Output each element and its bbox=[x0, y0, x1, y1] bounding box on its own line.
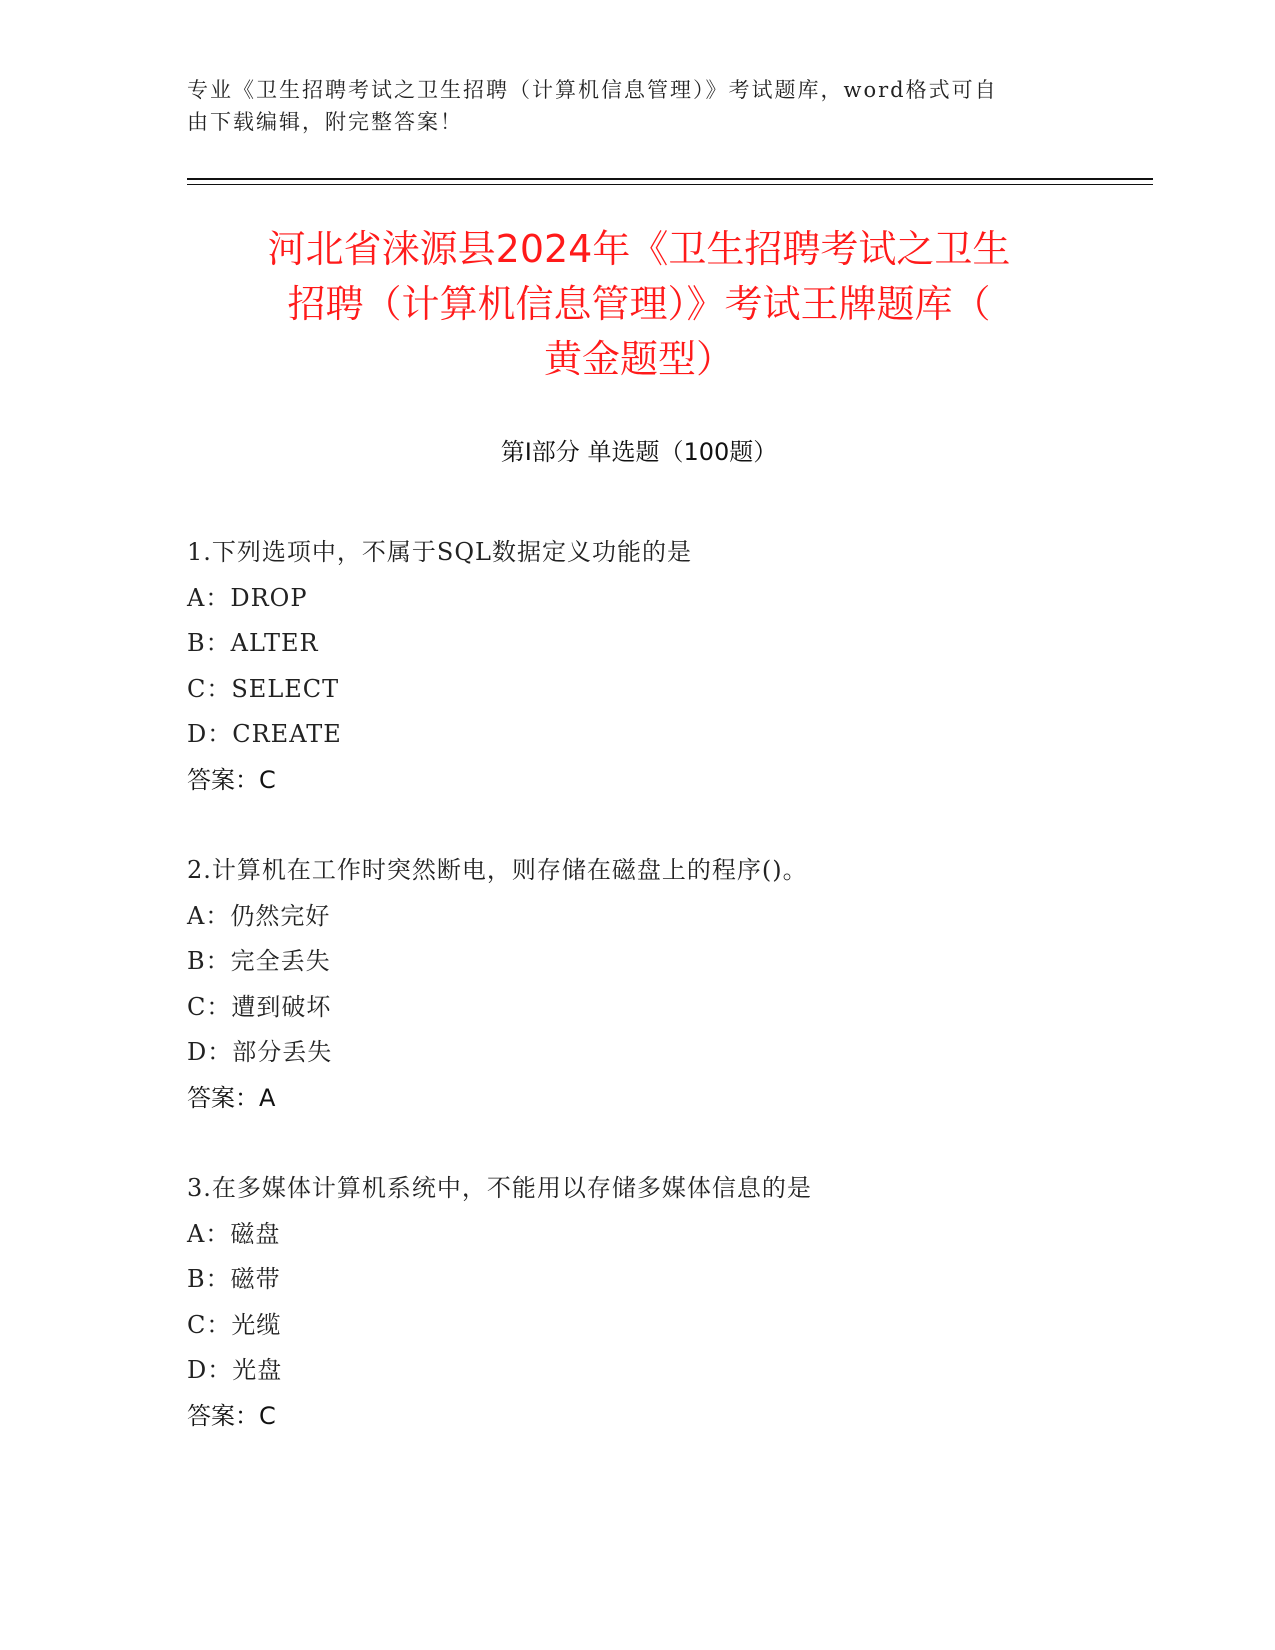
question-stem: 2.计算机在工作时突然断电，则存储在磁盘上的程序()。 bbox=[187, 856, 808, 884]
question-2 bbox=[187, 848, 1091, 1121]
question-stem: 3.在多媒体计算机系统中，不能用以存储多媒体信息的是 bbox=[187, 1174, 812, 1202]
option-a: A：磁盘 bbox=[187, 1219, 281, 1248]
document-title-line-3: 黄金题型） bbox=[543, 337, 734, 381]
document-title-line-2: 招聘（计算机信息管理）》考试王牌题库（ bbox=[287, 282, 991, 326]
document-title bbox=[187, 222, 1091, 387]
header-divider-thin bbox=[187, 184, 1153, 185]
header-note bbox=[187, 74, 1067, 138]
header-divider-thick bbox=[187, 178, 1153, 180]
section-heading: 第Ⅰ部分 单选题（100题） bbox=[500, 438, 778, 466]
option-d: D：CREATE bbox=[187, 720, 342, 748]
question-list bbox=[187, 530, 1091, 1484]
option-b: B：ALTER bbox=[187, 629, 319, 657]
document-title-line-1: 河北省涞源县2024年《卫生招聘考试之卫生 bbox=[267, 227, 1011, 271]
question-1 bbox=[187, 530, 1091, 803]
question-3 bbox=[187, 1166, 1091, 1439]
option-a: A：仍然完好 bbox=[187, 901, 331, 930]
question-stem: 1.下列选项中，不属于SQL数据定义功能的是 bbox=[187, 538, 692, 566]
answer: 答案：A bbox=[187, 1083, 276, 1112]
option-c: C：SELECT bbox=[187, 674, 340, 703]
option-d: D：部分丢失 bbox=[187, 1038, 333, 1066]
header-note-line-1: 专业《卫生招聘考试之卫生招聘（计算机信息管理）》考试题库，word格式可自 bbox=[187, 78, 998, 102]
option-b: B：磁带 bbox=[187, 1265, 281, 1293]
option-d: D：光盘 bbox=[187, 1356, 283, 1384]
answer: 答案：C bbox=[187, 765, 276, 794]
header-note-line-2: 由下载编辑，附完整答案！ bbox=[187, 110, 463, 134]
option-c: C：遭到破坏 bbox=[187, 992, 332, 1021]
option-a: A：DROP bbox=[187, 583, 308, 612]
answer: 答案：C bbox=[187, 1401, 276, 1430]
option-b: B：完全丢失 bbox=[187, 947, 331, 975]
option-c: C：光缆 bbox=[187, 1310, 282, 1339]
